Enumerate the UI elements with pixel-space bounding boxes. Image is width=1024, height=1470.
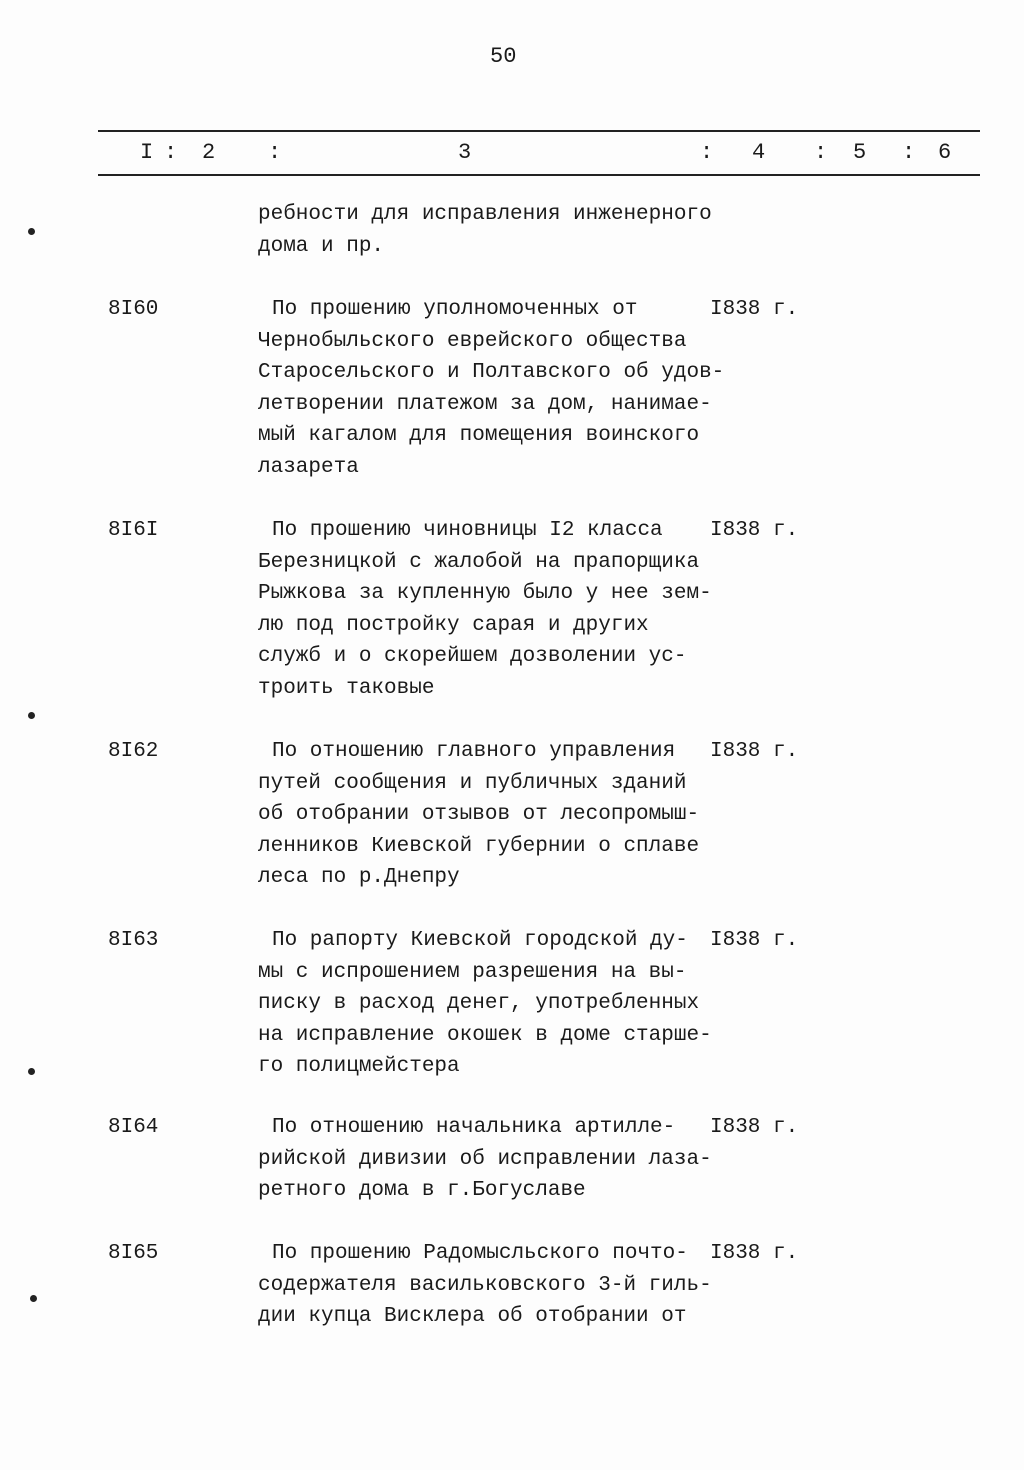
desc-line: ребности для исправления инженерного bbox=[258, 203, 712, 226]
punch-hole-mark bbox=[28, 712, 35, 719]
desc-line: ленников Киевской губернии о сплаве bbox=[258, 834, 700, 858]
desc-line: мый кагалом для помещения воинского bbox=[258, 424, 700, 448]
header-col-4: 4 bbox=[752, 140, 766, 165]
header-rule-bottom bbox=[98, 174, 980, 176]
entry-number: 8I64 bbox=[108, 1116, 159, 1139]
entry-year: I838 г. bbox=[710, 1116, 799, 1139]
desc-line: лю под постройку сарая и других bbox=[258, 613, 649, 637]
entry-number: 8I62 bbox=[108, 740, 159, 763]
header-col-2: 2 bbox=[202, 140, 216, 165]
desc-line: дии купца Висклера об отобрании от bbox=[258, 1305, 687, 1329]
desc-line: го полицмейстера bbox=[258, 1055, 460, 1079]
desc-line: ретного дома в г.Богуславе bbox=[258, 1179, 586, 1203]
entry-number: 8I60 bbox=[108, 298, 159, 321]
entry-year: I838 г. bbox=[710, 519, 799, 542]
desc-line: летворении платежом за дом, нанимае- bbox=[258, 392, 712, 416]
header-col-1: I bbox=[140, 140, 154, 165]
desc-line: По прошению чиновницы I2 класса bbox=[272, 519, 663, 542]
document-page: 50 I : 2 : 3 : 4 : 5 : 6 ребности для исправления инженерного дома и пр. 8I60 По прошению уполномоченных от Чернобыльского еврейского общества Старосельского и Полтавского об удов- летворении платежом за дом, нанимае- мый кагалом для помещения воинского лазарета I838 г. 8I6I По прошению чиновницы I2 класса Березницкой с жалобой на прапорщика Рыжкова за купленную было у нее зем- лю под постройку сарая и других служб и о скорейшем дозволении ус- троить таковые I838 г. 8I62 По отношению главного управления путей сообщения и публичных зданий об отобрании отзывов от лесопромыш- ленников Киевской губернии о сплаве леса по р.Днепру I838 г. 8I63 По рапорту Киевской городской ду- мы с испрошением разрешения на вы- писку в расход денег, употребленных на исправление окошек в доме старше- го полицмейстера I838 г. 8I64 По отношению начальника артилле- рийской дивизии об исправлении лаза- ретного дома в г.Богуславе I838 г. 8I65 По прошению Радомысльского почто- содержателя васильковского 3-й гиль- дии купца Висклера об отобрании от I838 г. bbox=[0, 0, 1024, 1470]
page-number: 50 bbox=[490, 44, 517, 69]
desc-line: Рыжкова за купленную было у нее зем- bbox=[258, 582, 712, 606]
desc-line: мы с испрошением разрешения на вы- bbox=[258, 960, 687, 984]
desc-line: служб и о скорейшем дозволении ус- bbox=[258, 645, 687, 669]
desc-line: По рапорту Киевской городской ду- bbox=[272, 929, 688, 952]
entry-number: 8I65 bbox=[108, 1242, 159, 1265]
desc-line: Березницкой с жалобой на прапорщика bbox=[258, 550, 700, 574]
desc-line: лазарета bbox=[258, 455, 359, 479]
desc-line: путей сообщения и публичных зданий bbox=[258, 771, 687, 795]
desc-line: По прошению Радомысльского почто- bbox=[272, 1242, 688, 1265]
desc-line: По прошению уполномоченных от bbox=[272, 298, 638, 321]
entry-year: I838 г. bbox=[710, 740, 799, 763]
desc-line: на исправление окошек в доме старше- bbox=[258, 1023, 712, 1047]
desc-line: Чернобыльского еврейского общества bbox=[258, 329, 687, 353]
desc-line: По отношению главного управления bbox=[272, 740, 676, 763]
header-rule-top bbox=[98, 130, 980, 132]
entry-description bbox=[258, 1238, 728, 1333]
header-col-6: 6 bbox=[938, 140, 952, 165]
entry-number: 8I63 bbox=[108, 929, 159, 952]
desc-line: троить таковые bbox=[258, 676, 435, 700]
entry-description bbox=[258, 294, 728, 484]
entry-description bbox=[258, 736, 728, 894]
punch-hole-mark bbox=[28, 1068, 35, 1075]
desc-line: об отобрании отзывов от лесопромыш- bbox=[258, 803, 700, 827]
entry-number: 8I6I bbox=[108, 519, 159, 542]
desc-line: Старосельского и Полтавского об удов- bbox=[258, 361, 725, 385]
desc-line: писку в расход денег, употребленных bbox=[258, 992, 700, 1016]
entry-description bbox=[258, 1112, 728, 1207]
entry-year: I838 г. bbox=[710, 929, 799, 952]
header-col-5: 5 bbox=[853, 140, 867, 165]
desc-line: По отношению начальника артилле- bbox=[272, 1116, 676, 1139]
entry-year: I838 г. bbox=[710, 1242, 799, 1265]
header-col-3: 3 bbox=[458, 140, 472, 165]
punch-hole-mark bbox=[28, 228, 35, 235]
entry-year: I838 г. bbox=[710, 298, 799, 321]
entry-description bbox=[258, 925, 728, 1083]
desc-line: рийской дивизии об исправлении лаза- bbox=[258, 1147, 712, 1171]
entry-description bbox=[258, 515, 728, 705]
desc-line: леса по р.Днепру bbox=[258, 866, 460, 890]
desc-line: содержателя васильковского 3-й гиль- bbox=[258, 1273, 712, 1297]
punch-hole-mark bbox=[30, 1295, 37, 1302]
desc-line: дома и пр. bbox=[258, 234, 385, 258]
